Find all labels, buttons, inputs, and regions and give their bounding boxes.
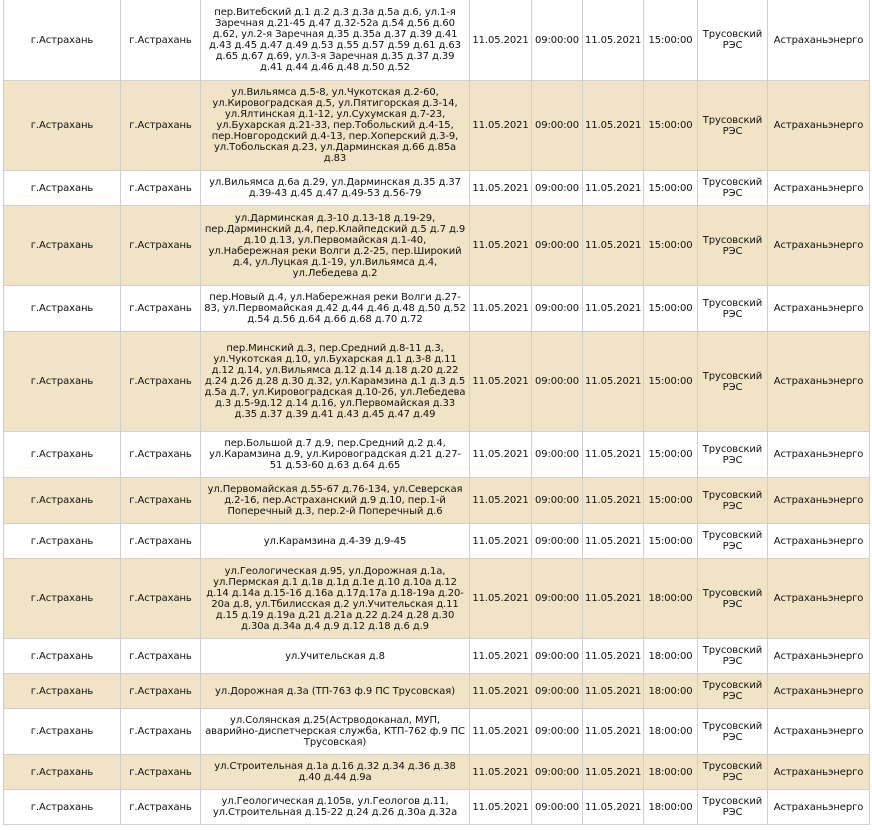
organization-cell: Астраханьэнерго [768, 709, 870, 755]
res-cell: Трусовский РЭС [698, 206, 768, 286]
address-cell: ул.Дорожная д.3а (ТП-763 ф.9 ПС Трусовская) [201, 674, 470, 709]
organization-cell: Астраханьэнерго [768, 755, 870, 790]
city-cell: г.Астрахань [4, 790, 121, 825]
end-time-cell: 15:00:00 [644, 206, 698, 286]
city-cell: г.Астрахань [4, 755, 121, 790]
city-cell: г.Астрахань [4, 674, 121, 709]
settlement-cell: г.Астрахань [121, 709, 201, 755]
start-time-cell: 09:00:00 [532, 559, 583, 639]
end-date-cell: 11.05.2021 [583, 524, 644, 559]
address-cell: ул.Карамзина д.4-39 д.9-45 [201, 524, 470, 559]
end-time-cell: 15:00:00 [644, 286, 698, 332]
start-time-cell: 09:00:00 [532, 639, 583, 674]
city-cell: г.Астрахань [4, 432, 121, 478]
settlement-cell: г.Астрахань [121, 559, 201, 639]
start-time-cell: 09:00:00 [532, 478, 583, 524]
start-date-cell: 11.05.2021 [470, 286, 532, 332]
res-cell: Трусовский РЭС [698, 0, 768, 81]
settlement-cell: г.Астрахань [121, 171, 201, 206]
city-cell: г.Астрахань [4, 478, 121, 524]
start-time-cell: 09:00:00 [532, 81, 583, 171]
city-cell: г.Астрахань [4, 524, 121, 559]
end-date-cell: 11.05.2021 [583, 639, 644, 674]
res-cell: Трусовский РЭС [698, 332, 768, 432]
city-cell: г.Астрахань [4, 286, 121, 332]
organization-cell: Астраханьэнерго [768, 432, 870, 478]
end-time-cell: 15:00:00 [644, 332, 698, 432]
outage-schedule-table [3, 0, 870, 825]
start-time-cell: 09:00:00 [532, 332, 583, 432]
start-date-cell: 11.05.2021 [470, 674, 532, 709]
table-row [4, 559, 870, 639]
res-cell: Трусовский РЭС [698, 286, 768, 332]
settlement-cell: г.Астрахань [121, 81, 201, 171]
start-time-cell: 09:00:00 [532, 286, 583, 332]
organization-cell: Астраханьэнерго [768, 171, 870, 206]
end-time-cell: 18:00:00 [644, 755, 698, 790]
settlement-cell: г.Астрахань [121, 0, 201, 81]
table-row [4, 432, 870, 478]
table-row [4, 790, 870, 825]
address-cell: ул.Геологическая д.95, ул.Дорожная д.1а, ул.Пермская д.1 д.1в д.1д д.1е д.10 д.10а д.12 д.14 д.14а д.15-16 д.16а д.17д.17а д.18-19а д.20-20а д.8, ул.Тбилисская д.2 ул.Учительская д.11 д.15 д.19 д.19а д.21 д.21а д.22 д.24 д.28 д.30 д.30а д.34а д.4 д.9 д.12 д.18 д.6 д.9 [201, 559, 470, 639]
city-cell: г.Астрахань [4, 171, 121, 206]
organization-cell: Астраханьэнерго [768, 81, 870, 171]
end-time-cell: 15:00:00 [644, 0, 698, 81]
settlement-cell: г.Астрахань [121, 639, 201, 674]
settlement-cell: г.Астрахань [121, 478, 201, 524]
end-date-cell: 11.05.2021 [583, 0, 644, 81]
address-cell: ул.Солянская д.25(Астрводоканал, МУП, аварийно-диспетчерская служба, КТП-762 ф.9 ПС Трусовская) [201, 709, 470, 755]
start-date-cell: 11.05.2021 [470, 332, 532, 432]
end-time-cell: 15:00:00 [644, 524, 698, 559]
table-row [4, 639, 870, 674]
start-time-cell: 09:00:00 [532, 755, 583, 790]
start-date-cell: 11.05.2021 [470, 206, 532, 286]
start-time-cell: 09:00:00 [532, 790, 583, 825]
organization-cell: Астраханьэнерго [768, 524, 870, 559]
organization-cell: Астраханьэнерго [768, 286, 870, 332]
res-cell: Трусовский РЭС [698, 674, 768, 709]
address-cell: пер.Новый д.4, ул.Набережная реки Волги д.27-83, ул.Первомайская д.42 д.44 д.46 д.48 д.50 д.52 д.54 д.56 д.64 д.66 д.68 д.70 д.72 [201, 286, 470, 332]
res-cell: Трусовский РЭС [698, 755, 768, 790]
start-time-cell: 09:00:00 [532, 674, 583, 709]
end-time-cell: 15:00:00 [644, 171, 698, 206]
address-cell: ул.Первомайская д.55-67 д.76-134, ул.Северская д.2-16, пер.Астраханский д.9 д.10, пер.1-й Поперечный д.3, пер.2-й Поперечный д.6 [201, 478, 470, 524]
end-date-cell: 11.05.2021 [583, 478, 644, 524]
city-cell: г.Астрахань [4, 206, 121, 286]
start-date-cell: 11.05.2021 [470, 709, 532, 755]
address-cell: ул.Дарминская д.3-10 д.13-18 д.19-29, пер.Дарминский д.4, пер.Клайпедский д.5 д.7 д.9 д.10 д.13, ул.Первомайская д.1-40, ул.Набережная реки Волги д.2-25, пер.Широкий д.4, ул.Луцкая д.1-19, ул.Вильямса д.4, ул.Лебедева д.2 [201, 206, 470, 286]
organization-cell: Астраханьэнерго [768, 206, 870, 286]
res-cell: Трусовский РЭС [698, 709, 768, 755]
res-cell: Трусовский РЭС [698, 790, 768, 825]
res-cell: Трусовский РЭС [698, 432, 768, 478]
table-row [4, 286, 870, 332]
settlement-cell: г.Астрахань [121, 790, 201, 825]
table-row [4, 206, 870, 286]
end-date-cell: 11.05.2021 [583, 286, 644, 332]
res-cell: Трусовский РЭС [698, 478, 768, 524]
end-time-cell: 18:00:00 [644, 709, 698, 755]
table-row [4, 674, 870, 709]
address-cell: пер.Большой д.7 д.9, пер.Средний д.2 д.4, ул.Карамзина д.9, ул.Кировоградская д.21 д.27-51 д.53-60 д.63 д.64 д.65 [201, 432, 470, 478]
city-cell: г.Астрахань [4, 332, 121, 432]
address-cell: ул.Строительная д.1а д.16 д.32 д.34 д.36 д.38 д.40 д.44 д.9а [201, 755, 470, 790]
start-time-cell: 09:00:00 [532, 171, 583, 206]
start-time-cell: 09:00:00 [532, 432, 583, 478]
city-cell: г.Астрахань [4, 559, 121, 639]
end-date-cell: 11.05.2021 [583, 674, 644, 709]
settlement-cell: г.Астрахань [121, 332, 201, 432]
start-time-cell: 09:00:00 [532, 206, 583, 286]
start-date-cell: 11.05.2021 [470, 790, 532, 825]
organization-cell: Астраханьэнерго [768, 0, 870, 81]
start-date-cell: 11.05.2021 [470, 478, 532, 524]
organization-cell: Астраханьэнерго [768, 559, 870, 639]
res-cell: Трусовский РЭС [698, 639, 768, 674]
end-date-cell: 11.05.2021 [583, 432, 644, 478]
settlement-cell: г.Астрахань [121, 206, 201, 286]
start-time-cell: 09:00:00 [532, 709, 583, 755]
city-cell: г.Астрахань [4, 639, 121, 674]
settlement-cell: г.Астрахань [121, 524, 201, 559]
organization-cell: Астраханьэнерго [768, 639, 870, 674]
table-row [4, 478, 870, 524]
organization-cell: Астраханьэнерго [768, 478, 870, 524]
address-cell: пер.Витебский д.1 д.2 д.3 д.3а д.5а д.6, ул.1-я Заречная д.21-45 д.47 д.32-52а д.54 д.56 д.60 д.62, ул.2-я Заречная д.35 д.35а д.37 д.39 д.41 д.43 д.45 д.47 д.49 д.53 д.55 д.57 д.59 д.61 д.63 д.65 д.67 д.69, ул.3-я Заречная д.35 д.37 д.39 д.41 д.44 д.46 д.48 д.50 д.52 [201, 0, 470, 81]
end-time-cell: 18:00:00 [644, 639, 698, 674]
organization-cell: Астраханьэнерго [768, 332, 870, 432]
start-date-cell: 11.05.2021 [470, 0, 532, 81]
address-cell: ул.Учительская д.8 [201, 639, 470, 674]
start-date-cell: 11.05.2021 [470, 639, 532, 674]
table-row [4, 755, 870, 790]
table-row [4, 0, 870, 81]
end-date-cell: 11.05.2021 [583, 755, 644, 790]
end-date-cell: 11.05.2021 [583, 81, 644, 171]
start-date-cell: 11.05.2021 [470, 524, 532, 559]
address-cell: ул.Вильямса д.5-8, ул.Чукотская д.2-60, ул.Кировоградская д.5, ул.Пятигорская д.3-14, ул.Ялтинская д.1-12, ул.Сухумская д.7-23, ул.Бухарская д.21-33, пер.Тобольский д.4-15, пер.Новгородский д.4-13, пер.Хоперский д.3-9, ул.Тобольская д.23, ул.Дарминская д.66 д.85а д.83 [201, 81, 470, 171]
table-row [4, 709, 870, 755]
end-date-cell: 11.05.2021 [583, 559, 644, 639]
start-date-cell: 11.05.2021 [470, 432, 532, 478]
end-date-cell: 11.05.2021 [583, 332, 644, 432]
end-time-cell: 18:00:00 [644, 559, 698, 639]
city-cell: г.Астрахань [4, 709, 121, 755]
end-time-cell: 15:00:00 [644, 432, 698, 478]
organization-cell: Астраханьэнерго [768, 674, 870, 709]
end-time-cell: 18:00:00 [644, 674, 698, 709]
res-cell: Трусовский РЭС [698, 524, 768, 559]
end-date-cell: 11.05.2021 [583, 171, 644, 206]
end-date-cell: 11.05.2021 [583, 790, 644, 825]
end-time-cell: 15:00:00 [644, 478, 698, 524]
start-date-cell: 11.05.2021 [470, 81, 532, 171]
end-time-cell: 15:00:00 [644, 81, 698, 171]
settlement-cell: г.Астрахань [121, 674, 201, 709]
settlement-cell: г.Астрахань [121, 286, 201, 332]
table-row [4, 171, 870, 206]
address-cell: пер.Минский д.3, пер.Средний д.8-11 д.3, ул.Чукотская д.10, ул.Бухарская д.1 д.3-8 д.11 д.12 д.14, ул.Вильямса д.12 д.14 д.18 д.20 д.22 д.24 д.26 д.28 д.30 д.32, ул.Карамзина д.1 д.3 д.5 д.5а д.7, ул.Кировоградская д.10-26, ул.Лебедева д.3 д.5-9д.12 д.14 д.16, ул.Первомайская д.33 д.35 д.37 д.39 д.41 д.43 д.45 д.47 д.49 [201, 332, 470, 432]
address-cell: ул.Вильямса д.6а д.29, ул.Дарминская д.35 д.37 д.39-43 д.45 д.47 д.49-53 д.56-79 [201, 171, 470, 206]
start-time-cell: 09:00:00 [532, 524, 583, 559]
table-row [4, 81, 870, 171]
organization-cell: Астраханьэнерго [768, 790, 870, 825]
table-row [4, 524, 870, 559]
start-time-cell: 09:00:00 [532, 0, 583, 81]
settlement-cell: г.Астрахань [121, 755, 201, 790]
res-cell: Трусовский РЭС [698, 81, 768, 171]
end-date-cell: 11.05.2021 [583, 206, 644, 286]
start-date-cell: 11.05.2021 [470, 755, 532, 790]
settlement-cell: г.Астрахань [121, 432, 201, 478]
res-cell: Трусовский РЭС [698, 559, 768, 639]
address-cell: ул.Геологическая д.105в, ул.Геологов д.11, ул.Строительная д.15-22 д.24 д.26 д.30а д.32а [201, 790, 470, 825]
end-date-cell: 11.05.2021 [583, 709, 644, 755]
start-date-cell: 11.05.2021 [470, 171, 532, 206]
start-date-cell: 11.05.2021 [470, 559, 532, 639]
table-row [4, 332, 870, 432]
city-cell: г.Астрахань [4, 81, 121, 171]
city-cell: г.Астрахань [4, 0, 121, 81]
res-cell: Трусовский РЭС [698, 171, 768, 206]
end-time-cell: 18:00:00 [644, 790, 698, 825]
